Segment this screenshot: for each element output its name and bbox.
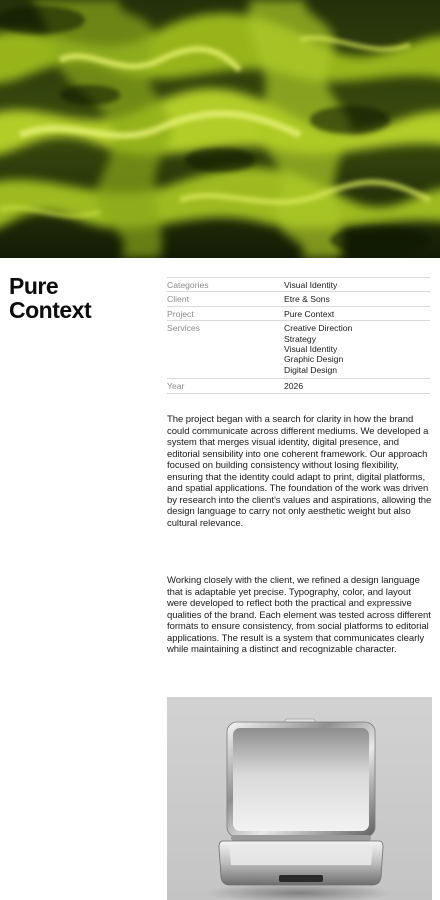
body-paragraph-2: Working closely with the client, we refined a design language that is adaptable yet precise. Typography, color, and layout were developed to reflect both the practical and expressive qualities of the brand. Each element was tested across different formats to ensure consistency, from social platforms to editorial applications. The result is a system that communicates clearly while maintaining a distinct and recognizable character. (167, 575, 431, 655)
meta-value-categories: Visual Identity (284, 280, 338, 290)
meta-label-year: Year (167, 381, 185, 392)
project-meta-table (167, 277, 430, 394)
hero-image (0, 0, 440, 258)
meta-label-client: Client (167, 294, 189, 305)
service-item: Visual Identity (284, 344, 338, 355)
meta-value-services (284, 323, 430, 375)
silver-compact-mirror-image-icon (167, 697, 432, 900)
product-image (167, 697, 432, 900)
green-wavy-terrain-image-icon (0, 0, 440, 258)
service-item: Digital Design (284, 364, 338, 375)
meta-row-project (167, 307, 430, 321)
body-paragraph-1: The project began with a search for clarity in how the brand could communicate across different mediums. We developed a system that merges visual identity, digital presence, and editorial sensibility into one coherent framework. Our approach focused on building consistency without losing flexibility, ensuring that the identity could adapt to print, digital platforms, and spatial applications. The foundation of the work was driven by research into the client’s values and aspirations, allowing the design language to carry not only aesthetic weight but also cultural relevance. (167, 414, 432, 529)
service-item: Strategy (284, 333, 317, 344)
meta-label-project: Project (167, 308, 194, 319)
meta-value-year: 2026 (284, 381, 304, 392)
meta-value-client: Etre & Sons (284, 294, 330, 305)
meta-row-services (167, 321, 430, 379)
meta-row-client (167, 292, 430, 306)
service-item: Graphic Design (284, 354, 344, 365)
title-line-1: Pure (9, 273, 59, 299)
meta-label-categories: Categories (167, 280, 209, 290)
meta-value-project: Pure Context (284, 308, 335, 319)
title-line-2: Context (9, 297, 92, 323)
meta-label-services: Services (167, 323, 200, 334)
page-title (9, 274, 159, 322)
meta-row-year (167, 379, 430, 393)
service-item: Creative Direction (284, 323, 353, 334)
meta-row-categories (167, 278, 430, 292)
